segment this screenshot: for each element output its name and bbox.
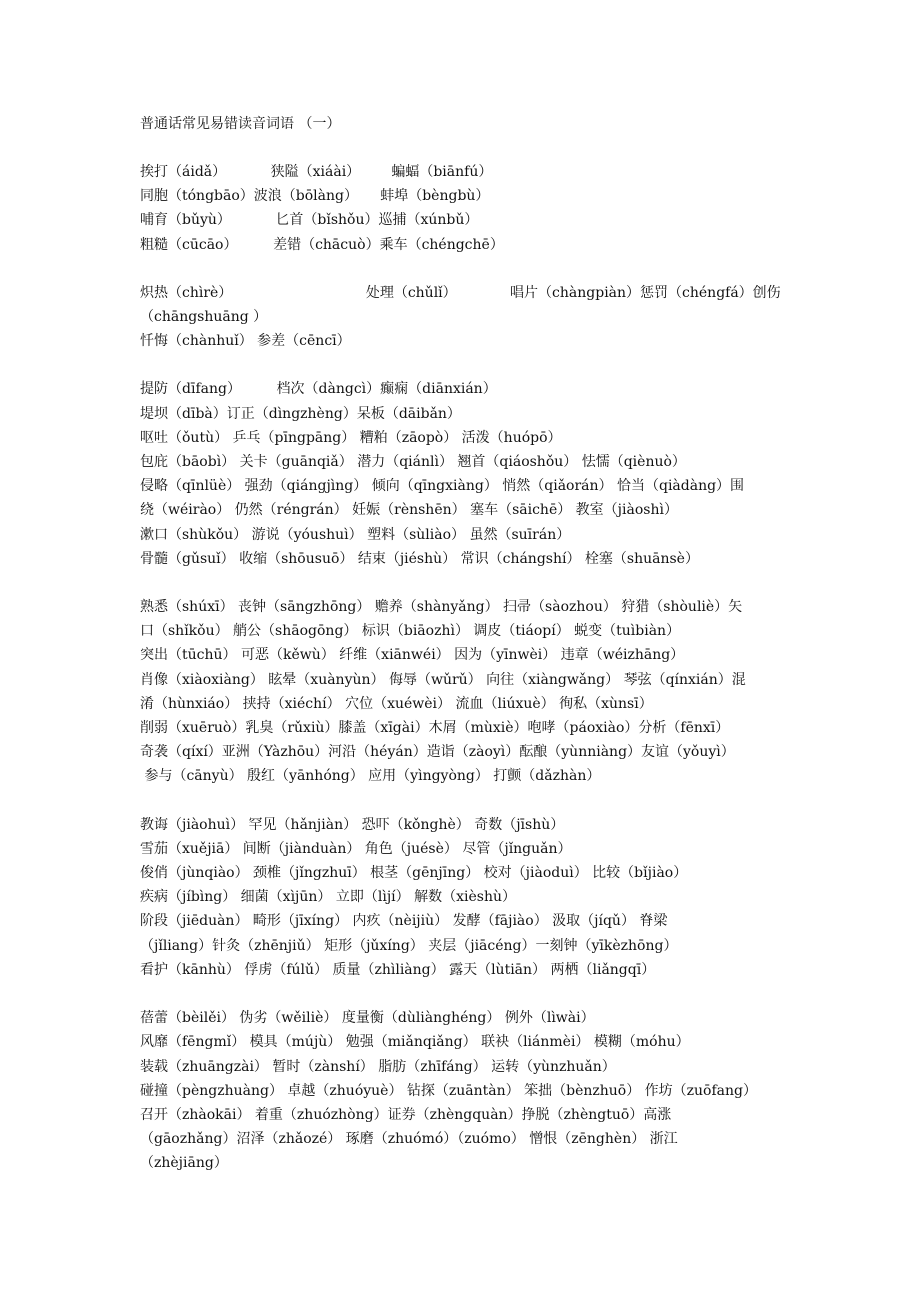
document-page (140, 112, 780, 1176)
word-list-line: 提防（dīfang） 档次（dàngcì）癫痫（diānxián） (140, 381, 497, 398)
paragraph-gap (140, 789, 780, 813)
word-list-paragraph (140, 281, 780, 354)
word-list-paragraph (140, 160, 780, 257)
word-list-line: 风靡（fēngmǐ） 模具（mújù） 勉强（miǎnqiǎng） 联袂（liánmèi） 模糊（móhu） (140, 1034, 690, 1051)
paragraph-gap (140, 136, 780, 160)
word-list-line: 雪茄（xuějiā） 间断（jiànduàn） 角色（juésè） 尽管（jǐnguǎn） (140, 840, 572, 857)
document-body (140, 160, 780, 1176)
word-list-line: 侵略（qīnlüè） 强劲（qiángjìng） 倾向（qīngxiàng） 悄然（qiǎorán） 恰当（qiàdàng）围 (140, 478, 745, 495)
word-list-line: 炽热（chìrè） 处理（chǔlǐ） 唱片（chàngpiàn）惩罚（chéngfá）创伤 (140, 284, 781, 301)
word-list-line: 参与（cānyù） 殷红（yānhóng） 应用（yìngyòng） 打颤（dǎzhàn） (140, 768, 601, 785)
word-list-line: 俊俏（jùnqiào） 颈椎（jǐngzhuī） 根茎（gēnjīng） 校对（jiàoduì） 比较（bǐjiào） (140, 865, 688, 882)
word-list-line: 削弱（xuēruò）乳臭（rǔxiù）膝盖（xīgài）木屑（mùxiè）咆哮（páoxiào）分析（fēnxī） (140, 720, 730, 737)
word-list-line: 挨打（áidǎ） 狭隘（xiáài） 蝙蝠（biānfú） (140, 164, 493, 180)
word-list-line: 装载（zhuāngzài） 暂时（zànshí） 脂肪（zhīfáng） 运转（yùnzhuǎn） (140, 1058, 616, 1075)
word-list-paragraph (140, 595, 780, 789)
word-list-line: 包庇（bāobì） 关卡（guānqiǎ） 潜力（qiánlì） 翘首（qiáoshǒu） 怯懦（qiènuò） (140, 454, 686, 471)
word-list-line: 碰撞（pèngzhuàng） 卓越（zhuóyuè） 钻探（zuāntàn） 笨拙（bènzhuō） 作坊（zuōfang） (140, 1082, 757, 1099)
word-list-line: 奇袭（qíxí）亚洲（Yàzhōu）河沿（héyán）造诣（zàoyì）酝酿（yùnniàng）友谊（yǒuyì） (140, 744, 735, 761)
word-list-line: 堤坝（dībà）订正（dìngzhèng）呆板（dāibǎn） (140, 405, 461, 422)
word-list-line: 突出（tūchū） 可恶（kěwù） 纤维（xiānwéi） 因为（yīnwèi） 违章（wéizhāng） (140, 647, 685, 664)
paragraph-gap (140, 982, 780, 1006)
word-list-line: 粗糙（cūcāo） 差错（chācuò）乘车（chéngchē） (140, 236, 504, 253)
word-list-line: （chāngshuāng ） (140, 309, 268, 326)
word-list-line: 漱口（shùkǒu） 游说（yóushuì） 塑料（sùliào） 虽然（suīrán） (140, 526, 571, 543)
document-title: 普通话常见易错读音词语 （一） (140, 116, 341, 132)
word-list-line: 口（shǐkǒu） 艄公（shāogōng） 标识（biāozhì） 调皮（tiáopí） 蜕变（tuìbiàn） (140, 623, 681, 640)
word-list-paragraph (140, 1006, 780, 1175)
word-list-line: 蓓蕾（bèilěi） 伪劣（wěiliè） 度量衡（dùliànghéng） 例外（lìwài） (140, 1010, 595, 1027)
word-list-line: （jǐliang）针灸（zhēnjiǔ） 矩形（jǔxíng） 夹层（jiācéng）一刻钟（yīkèzhōng） (140, 937, 678, 954)
word-list-line: （gāozhǎng）沼泽（zhǎozé） 琢磨（zhuómó）（zuómo） 憎恨（zēnghèn） 浙江 (140, 1131, 678, 1148)
word-list-paragraph (140, 813, 780, 982)
word-list-line: 呕吐（ǒutù） 乒乓（pīngpāng） 糟粕（zāopò） 活泼（huópō） (140, 429, 562, 446)
word-list-line: 哺育（bǔyù） 匕首（bǐshǒu）巡捕（xúnbǔ） (140, 212, 479, 229)
word-list-line: 淆（hùnxiáo） 挟持（xiéchí） 穴位（xuéwèi） 流血（liúxuè） 徇私（xùnsī） (140, 695, 653, 712)
paragraph-gap (140, 257, 780, 281)
word-list-line: 肖像（xiàoxiàng） 眩晕（xuànyùn） 侮辱（wǔrǔ） 向往（xiàngwǎng） 琴弦（qínxián）混 (140, 671, 746, 688)
word-list-line: 教诲（jiàohuì） 罕见（hǎnjiàn） 恐吓（kǒnghè） 奇数（jīshù） (140, 816, 565, 833)
word-list-paragraph (140, 377, 780, 571)
word-list-line: 骨髓（gǔsuǐ） 收缩（shōusuō） 结束（jiéshù） 常识（chángshí） 栓塞（shuānsè） (140, 550, 699, 567)
word-list-line: 阶段（jiēduàn） 畸形（jīxíng） 内疚（nèijiù） 发酵（fājiào） 汲取（jíqǔ） 脊梁 (140, 913, 668, 930)
paragraph-gap (140, 353, 780, 377)
word-list-line: 召开（zhàokāi） 着重（zhuózhòng）证券（zhèngquàn）挣脱（zhèngtuō）高涨 (140, 1106, 672, 1123)
word-list-line: 同胞（tóngbāo）波浪（bōlàng） 蚌埠（bèngbù） (140, 188, 490, 205)
word-list-line: 看护（kānhù） 俘虏（fúlǔ） 质量（zhìliàng） 露天（lùtiān） 两栖（liǎngqī） (140, 961, 656, 978)
word-list-line: 熟悉（shúxī） 丧钟（sāngzhōng） 赡养（shànyǎng） 扫帚（sàozhou） 狩猎（shòuliè）矢 (140, 599, 743, 616)
word-list-line: 绕（wéirào） 仍然（réngrán） 妊娠（rènshēn） 塞车（sāichē） 教室（jiàoshì） (140, 502, 678, 519)
word-list-line: （zhèjiāng） (140, 1155, 228, 1172)
word-list-line: 忏悔（chànhuǐ） 参差（cēncī） (140, 333, 351, 350)
word-list-line: 疾病（jíbìng） 细菌（xìjūn） 立即（lìjí） 解数（xièshù） (140, 889, 516, 906)
paragraph-gap (140, 571, 780, 595)
